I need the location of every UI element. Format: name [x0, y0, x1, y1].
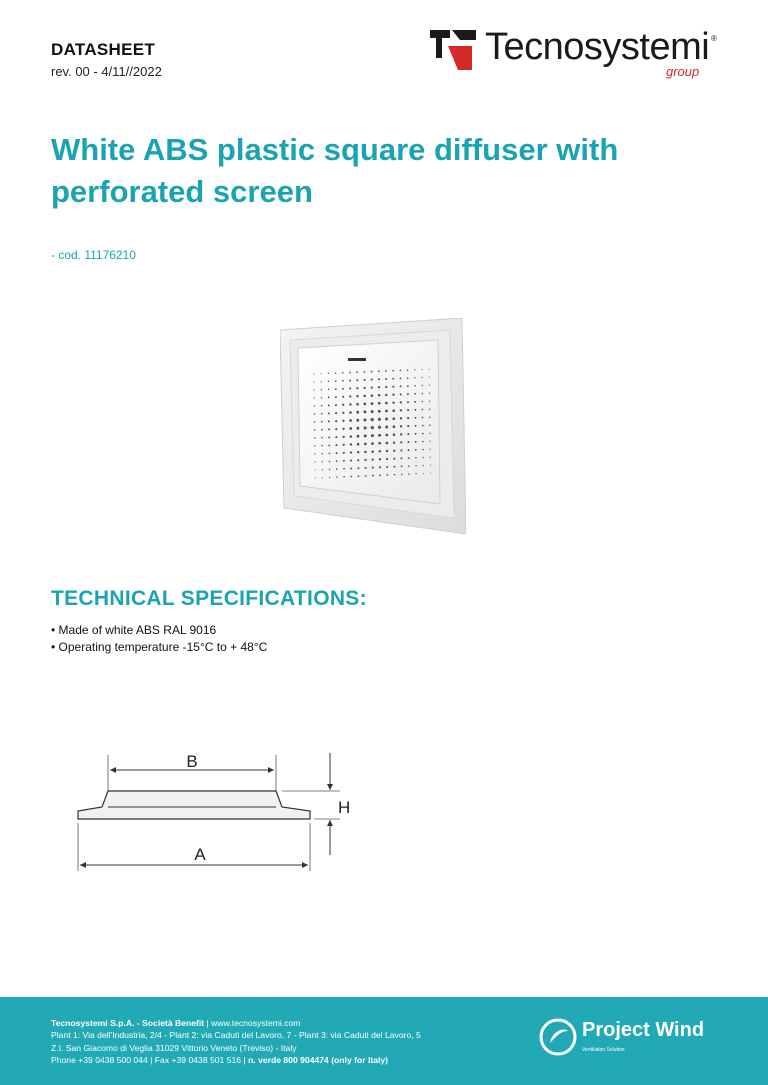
perforation-hole	[336, 452, 338, 454]
specs-list	[51, 622, 267, 656]
perforation-hole	[401, 466, 403, 468]
perforation-hole	[422, 417, 424, 419]
perforation-hole	[315, 469, 316, 470]
perforation-hole	[321, 445, 323, 447]
perforation-hole	[335, 436, 337, 438]
perforation-hole	[372, 458, 374, 460]
perforation-hole	[335, 412, 337, 414]
perforation-hole	[378, 378, 380, 380]
perforation-hole	[423, 465, 424, 466]
perforation-hole	[349, 372, 351, 374]
perforation-hole	[407, 401, 409, 403]
perforation-hole	[357, 459, 359, 461]
perforation-hole	[335, 396, 337, 398]
perforation-hole	[400, 441, 402, 443]
perforation-hole	[407, 425, 409, 427]
perforation-hole	[429, 369, 430, 370]
dimension-label-a: A	[194, 845, 206, 864]
footer-website-link[interactable]: www.tecnosystemi.com	[211, 1018, 301, 1028]
perforation-hole	[328, 381, 329, 382]
perforation-hole	[363, 379, 365, 381]
perforation-hole	[392, 401, 394, 403]
perforation-hole	[378, 402, 381, 405]
perforation-hole	[321, 381, 322, 382]
perforation-hole	[392, 378, 394, 380]
perforation-hole	[393, 425, 396, 428]
perforation-hole	[321, 429, 323, 431]
perforation-hole	[378, 418, 381, 421]
perforation-hole	[342, 380, 344, 382]
perforation-hole	[371, 394, 374, 397]
perforation-hole	[422, 393, 424, 395]
perforation-hole	[363, 387, 365, 389]
logo-group-text: group	[666, 64, 700, 79]
dimension-label-b: B	[186, 752, 198, 771]
tecnosystemi-logo-mark	[428, 28, 480, 72]
perforation-hole	[343, 444, 345, 446]
perforation-hole	[349, 380, 351, 382]
perforation-hole	[423, 473, 424, 474]
tecnosystemi-logo	[428, 26, 728, 82]
perforation-hole	[392, 417, 395, 420]
perforation-hole	[356, 403, 359, 406]
perforation-hole	[385, 370, 387, 372]
perforation-hole	[356, 427, 359, 430]
dimension-drawing	[70, 745, 370, 875]
perforation-hole	[421, 377, 422, 378]
perforation-hole	[407, 409, 409, 411]
perforation-hole	[414, 369, 415, 370]
perforation-hole	[314, 374, 315, 375]
perforation-hole	[393, 433, 396, 436]
perforation-hole	[378, 394, 381, 397]
perforation-hole	[329, 453, 331, 455]
revision-text: rev. 00 - 4/11//2022	[51, 64, 162, 79]
perforation-hole	[408, 465, 410, 467]
perforation-hole	[400, 425, 402, 427]
perforation-hole	[400, 417, 402, 419]
perforation-hole	[350, 468, 352, 470]
perforation-hole	[335, 388, 337, 390]
perforation-hole	[430, 449, 431, 450]
perforation-hole	[386, 466, 388, 468]
perforation-hole	[328, 436, 330, 438]
perforation-hole	[321, 373, 322, 374]
perforation-hole	[385, 426, 388, 429]
perforation-hole	[392, 394, 394, 396]
perforation-hole	[350, 451, 352, 453]
perforation-hole	[394, 474, 396, 476]
perforation-hole	[386, 450, 388, 452]
perforation-hole	[328, 428, 330, 430]
perforation-hole	[371, 386, 373, 388]
project-wind-icon	[538, 1017, 578, 1057]
perforation-hole	[400, 370, 402, 372]
perforation-hole	[400, 409, 402, 411]
perforation-hole	[422, 433, 424, 435]
footer-address: Z.I. San Giacomo di Veglia 31029 Vittorio Veneto (Treviso) - Italy	[51, 1042, 297, 1053]
perforation-hole	[356, 411, 359, 414]
footer-company: Tecnosystemi S.p.A. - Società Benefit	[51, 1018, 205, 1028]
perforation-hole	[336, 468, 338, 470]
footer-plants: Plant 1: Via dell'Industria, 2/4 - Plant 2: via Caduti del Lavoro, 7 - Plant 3: via Caduti del Lavoro, 5	[51, 1030, 421, 1041]
perforation-hole	[400, 401, 402, 403]
perforation-hole	[415, 457, 417, 459]
perforation-hole	[378, 386, 380, 388]
perforation-hole	[407, 377, 409, 379]
perforation-hole	[314, 421, 315, 422]
perforation-hole	[342, 428, 344, 430]
perforation-hole	[350, 476, 352, 478]
perforation-hole	[356, 395, 358, 397]
product-title: White ABS plastic square diffuser with perforated screen	[51, 132, 619, 209]
perforation-hole	[386, 442, 389, 445]
perforation-hole	[430, 465, 431, 466]
product-code: - cod. 11176210	[51, 248, 136, 262]
perforation-hole	[430, 473, 431, 474]
perforation-hole	[393, 466, 395, 468]
perforation-hole	[314, 381, 315, 382]
perforation-hole	[385, 402, 388, 405]
project-wind-name: Project Wind	[582, 1019, 705, 1041]
perforation-hole	[349, 411, 352, 414]
perforation-hole	[357, 451, 359, 453]
perforation-hole	[371, 410, 374, 413]
perforation-hole	[415, 449, 417, 451]
perforation-hole	[414, 385, 416, 387]
perforation-hole	[329, 477, 330, 478]
perforation-hole	[429, 401, 430, 402]
perforation-hole	[356, 387, 358, 389]
perforation-hole	[357, 443, 360, 446]
perforation-hole	[392, 386, 394, 388]
perforation-hole	[407, 393, 409, 395]
perforation-hole	[328, 412, 330, 414]
perforation-hole	[314, 397, 315, 398]
perforation-hole	[342, 396, 344, 398]
perforation-hole	[322, 461, 323, 462]
perforation-hole	[379, 450, 382, 453]
perforation-hole	[342, 436, 344, 438]
perforation-hole	[364, 459, 366, 461]
perforation-hole	[414, 417, 416, 419]
perforation-hole	[343, 452, 345, 454]
project-wind-tagline: Ventilation Solution	[582, 1047, 625, 1053]
perforation-hole	[321, 413, 323, 415]
perforation-hole	[429, 441, 430, 442]
perforation-hole	[407, 417, 409, 419]
perforation-hole	[363, 371, 365, 373]
perforation-hole	[393, 441, 395, 443]
perforation-hole	[414, 409, 416, 411]
perforation-hole	[314, 389, 315, 390]
perforation-hole	[335, 444, 337, 446]
perforation-hole	[392, 370, 394, 372]
perforation-hole	[321, 421, 323, 423]
footer-fax: Fax +39 0438 501 516	[154, 1055, 242, 1066]
perforation-hole	[407, 441, 409, 443]
perforation-hole	[415, 433, 417, 435]
perforation-hole	[400, 393, 402, 395]
perforation-hole	[350, 443, 352, 445]
perforation-hole	[321, 453, 323, 455]
perforation-hole	[386, 474, 388, 476]
perforation-hole	[356, 419, 359, 422]
perforation-hole	[328, 389, 330, 391]
perforation-hole	[328, 404, 330, 406]
perforation-hole	[385, 386, 387, 388]
perforation-hole	[372, 467, 374, 469]
perforation-hole	[335, 420, 337, 422]
logo-wordmark: Tecnosystemi	[485, 26, 710, 68]
perforation-hole	[378, 410, 381, 413]
perforation-hole	[393, 458, 395, 460]
doc-type-label: DATASHEET	[51, 40, 156, 59]
spec-item: • Made of white ABS RAL 9016	[51, 622, 267, 639]
perforation-hole	[350, 435, 353, 438]
perforation-hole	[349, 387, 351, 389]
perforation-hole	[393, 450, 395, 452]
project-wind-logo	[538, 1017, 728, 1061]
perforation-hole	[407, 385, 409, 387]
perforation-hole	[371, 371, 373, 373]
perforation-hole	[422, 401, 424, 403]
perforation-hole	[392, 409, 395, 412]
perforation-hole	[321, 405, 323, 407]
perforation-hole	[421, 369, 422, 370]
perforation-hole	[322, 477, 323, 478]
perforation-hole	[371, 450, 374, 453]
footer-contact: Tecnosystemi S.p.A. - Società Benefit | www.tecnosystemi.com Plant 1: Via dell'Industria, 2/4 - Plant 2: via Caduti del Lavoro, 7 - Plant 3: via Caduti del Lavoro, 5 Z.I. San Giacomo di Veglia 31029 Vittorio Veneto (Treviso) - Italy Phone +39 0438 500 044 | Fax +39 0438 501 516 | n. verde 800 904474 (only for Italy)	[51, 1018, 421, 1066]
perforation-hole	[408, 457, 410, 459]
perforation-hole	[372, 475, 374, 477]
perforation-hole	[328, 373, 329, 374]
perforation-hole	[314, 413, 315, 414]
perforation-hole	[429, 385, 430, 386]
perforation-hole	[422, 425, 424, 427]
perforation-hole	[315, 478, 316, 479]
perforation-hole	[414, 401, 416, 403]
perforation-hole	[343, 476, 345, 478]
perforation-hole	[363, 403, 366, 406]
perforation-hole	[335, 404, 337, 406]
perforation-hole	[429, 408, 430, 409]
perforation-hole	[336, 460, 338, 462]
perforation-hole	[415, 465, 416, 466]
perforation-hole	[429, 393, 430, 394]
perforation-hole	[415, 473, 416, 474]
perforation-hole	[364, 451, 367, 454]
perforation-hole	[378, 370, 380, 372]
perforation-hole	[365, 475, 367, 477]
perforation-hole	[364, 443, 367, 446]
perforation-hole	[314, 445, 315, 446]
perforation-hole	[328, 444, 330, 446]
perforation-hole	[379, 458, 381, 460]
perforation-hole	[336, 476, 337, 477]
product-photo	[280, 318, 466, 534]
perforation-hole	[342, 372, 344, 374]
perforation-hole	[385, 418, 388, 421]
footer-toll-free: n. verde 800 904474 (only for Italy)	[248, 1055, 389, 1066]
perforation-hole	[314, 437, 315, 438]
perforation-hole	[342, 388, 344, 390]
perforation-hole	[408, 473, 409, 474]
perforation-hole	[322, 469, 323, 470]
footer-phone: Phone +39 0438 500 044	[51, 1055, 148, 1066]
perforation-hole	[429, 424, 430, 425]
perforation-hole	[414, 377, 415, 378]
perforation-hole	[385, 410, 388, 413]
perforation-hole	[356, 371, 358, 373]
perforation-hole	[357, 435, 360, 438]
perforation-hole	[371, 402, 374, 405]
perforation-hole	[328, 397, 330, 399]
perforation-hole	[407, 433, 409, 435]
perforation-hole	[371, 418, 374, 421]
perforation-hole	[321, 397, 323, 399]
perforation-hole	[315, 461, 316, 462]
perforation-hole	[349, 403, 351, 405]
specs-heading: TECHNICAL SPECIFICATIONS:	[51, 587, 367, 610]
perforation-hole	[371, 442, 374, 445]
perforation-hole	[422, 449, 424, 451]
perforation-hole	[363, 395, 366, 398]
perforation-hole	[350, 459, 352, 461]
perforation-hole	[342, 404, 344, 406]
perforation-hole	[342, 412, 344, 414]
perforation-hole	[385, 434, 388, 437]
perforation-hole	[349, 395, 351, 397]
perforation-hole	[422, 441, 424, 443]
perforation-hole	[364, 434, 367, 437]
perforation-hole	[343, 460, 345, 462]
perforation-hole	[314, 453, 315, 454]
perforation-hole	[379, 474, 381, 476]
perforation-hole	[356, 379, 358, 381]
perforation-hole	[415, 425, 417, 427]
perforation-hole	[321, 437, 323, 439]
spec-item: • Operating temperature -15°C to + 48°C	[51, 639, 267, 656]
perforation-hole	[335, 380, 337, 382]
perforation-hole	[422, 409, 424, 411]
perforation-hole	[385, 378, 387, 380]
perforation-hole	[363, 410, 366, 413]
perforation-hole	[321, 389, 322, 390]
footer	[0, 997, 768, 1085]
perforation-hole	[342, 420, 344, 422]
perforation-hole	[429, 416, 430, 417]
perforation-hole	[371, 434, 374, 437]
perforation-hole	[401, 474, 403, 476]
perforation-hole	[365, 467, 367, 469]
perforation-hole	[364, 426, 367, 429]
perforation-hole	[343, 468, 345, 470]
perforation-hole	[358, 475, 360, 477]
perforation-hole	[385, 394, 387, 396]
perforation-hole	[379, 466, 381, 468]
perforation-hole	[349, 427, 352, 430]
perforation-hole	[349, 419, 352, 422]
perforation-hole	[329, 461, 331, 463]
perforation-hole	[357, 467, 359, 469]
perforation-hole	[328, 420, 330, 422]
perforation-hole	[335, 372, 336, 373]
perforation-hole	[386, 458, 388, 460]
perforation-hole	[371, 426, 374, 429]
dimension-label-h: H	[338, 798, 351, 817]
perforation-hole	[378, 442, 381, 445]
perforation-hole	[429, 377, 430, 378]
perforation-hole	[415, 441, 417, 443]
perforation-hole	[430, 457, 431, 458]
perforation-hole	[314, 405, 315, 406]
perforation-hole	[378, 426, 381, 429]
perforation-hole	[400, 378, 402, 380]
perforation-hole	[408, 449, 410, 451]
perforation-hole	[422, 457, 423, 458]
perforation-hole	[363, 418, 366, 421]
perforation-hole	[401, 457, 403, 459]
perforation-hole	[422, 385, 423, 386]
perforation-hole	[400, 433, 402, 435]
perforation-hole	[407, 369, 408, 370]
perforation-hole	[400, 385, 402, 387]
perforation-hole	[335, 428, 337, 430]
perforation-hole	[429, 432, 430, 433]
perforation-hole	[314, 429, 315, 430]
perforation-hole	[378, 434, 381, 437]
perforation-hole	[414, 393, 416, 395]
perforation-hole	[329, 469, 330, 470]
logo-registered-mark: ®	[711, 34, 717, 43]
perforation-hole	[400, 449, 402, 451]
perforation-hole	[371, 379, 373, 381]
